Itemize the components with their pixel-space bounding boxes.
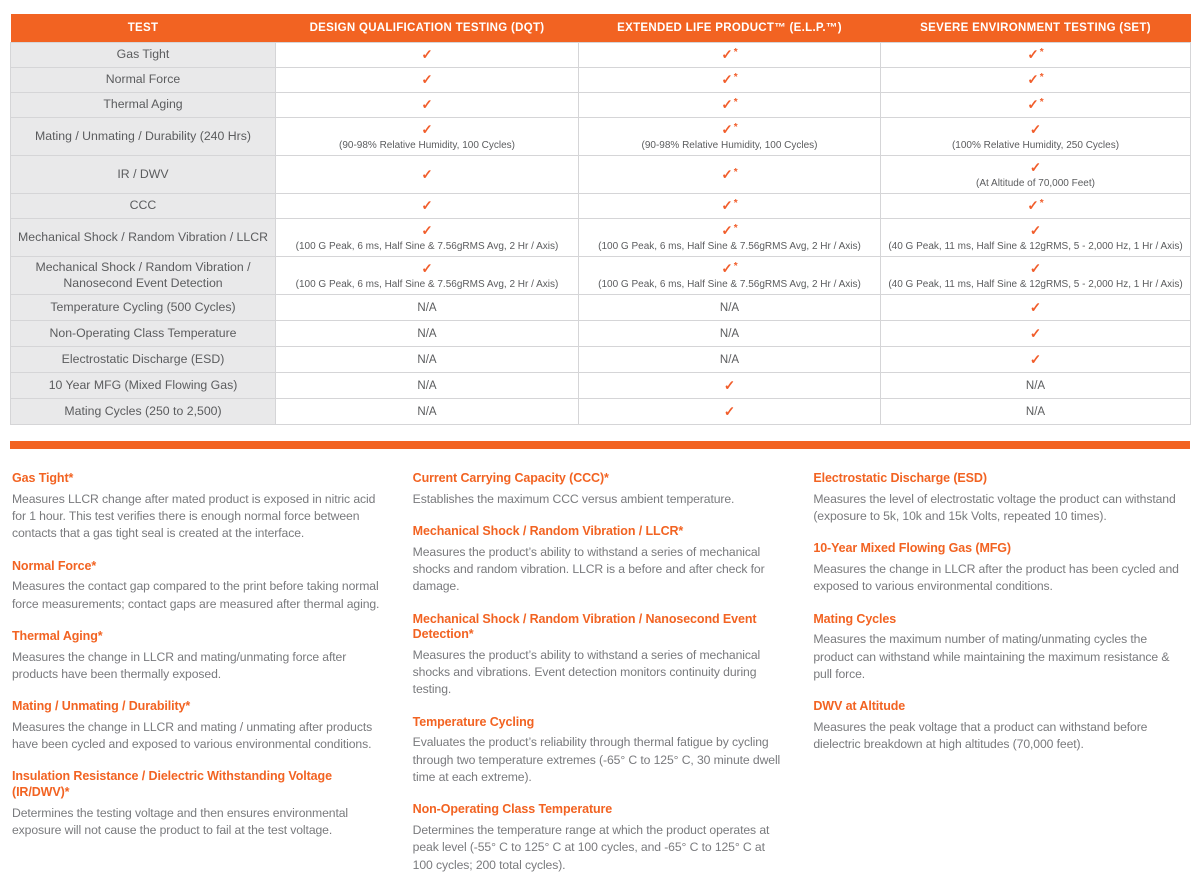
- asterisk-marker: *: [733, 166, 738, 178]
- checkmark-icon: ✓: [1029, 351, 1042, 367]
- check-cell: [881, 321, 1191, 347]
- asterisk-marker: *: [733, 47, 738, 58]
- definition-heading: Current Carrying Capacity (CCC)*: [412, 471, 609, 485]
- check-line: [585, 166, 874, 184]
- check-cell: [881, 194, 1191, 219]
- definition-heading: Mating Cycles: [813, 611, 897, 626]
- na-label: N/A: [719, 328, 740, 340]
- table-row: [11, 68, 1191, 93]
- checkmark-icon: ✓: [721, 166, 733, 182]
- checkmark-icon: ✓: [721, 97, 733, 112]
- column-header-test: TEST: [11, 14, 276, 43]
- checkmark-icon: ✓: [1029, 122, 1042, 137]
- definition-body: Measures the peak voltage that a product can withstand before dielectric breakdown at high altitudes (70,000 feet).: [813, 719, 1148, 752]
- check-cell: [881, 68, 1191, 93]
- checkmark-icon: ✓: [721, 261, 733, 276]
- check-cell: [579, 156, 881, 194]
- na-cell: [881, 399, 1191, 425]
- check-line: [887, 159, 1184, 177]
- definition-body: Measures the product’s ability to withstand a series of mechanical shocks and random vibration. LLCR is a before and after check for damage.: [412, 544, 765, 594]
- test-name-cell: Gas Tight: [11, 43, 276, 68]
- definition-entry: [12, 699, 387, 753]
- definition-heading: Normal Force*: [12, 558, 97, 573]
- table-row: [11, 257, 1191, 295]
- definition-body: Establishes the maximum CCC versus ambient temperature.: [412, 491, 735, 506]
- test-name-cell: Temperature Cycling (500 Cycles): [11, 295, 276, 321]
- checkmark-icon: ✓: [421, 261, 433, 276]
- na-cell: [276, 347, 579, 373]
- checkmark-icon: ✓: [721, 122, 733, 137]
- na-cell: [276, 373, 579, 399]
- table-row: [11, 373, 1191, 399]
- asterisk-marker: *: [733, 97, 738, 108]
- definition-body: Evaluates the product’s reliability through thermal fatigue by cycling through two temperature extremes (-65° C to 125° C, 30 minute dwell time at each extreme).: [412, 735, 781, 785]
- definition-entry: [413, 715, 788, 787]
- check-cell: [276, 43, 579, 68]
- test-condition-note: (100 G Peak, 6 ms, Half Sine & 7.56gRMS Avg, 2 Hr / Axis): [295, 241, 559, 252]
- table-row: [11, 295, 1191, 321]
- check-line: [585, 71, 874, 89]
- table-row: [11, 156, 1191, 194]
- checkmark-icon: ✓: [1027, 198, 1039, 213]
- test-condition-note: (40 G Peak, 11 ms, Half Sine & 12gRMS, 5 - 2,000 Hz, 1 Hr / Axis): [888, 279, 1183, 290]
- checkmark-icon: ✓: [421, 122, 433, 137]
- test-condition-note: (At Altitude of 70,000 Feet): [976, 178, 1095, 189]
- check-line: [887, 197, 1184, 215]
- asterisk-marker: *: [1039, 47, 1044, 58]
- check-line: [887, 121, 1184, 139]
- check-line: [585, 222, 874, 240]
- definition-heading: Insulation Resistance / Dielectric Withstanding Voltage (IR/DWV)*: [12, 769, 332, 800]
- check-line: [887, 71, 1184, 89]
- test-condition-note: (40 G Peak, 11 ms, Half Sine & 12gRMS, 5 - 2,000 Hz, 1 Hr / Axis): [888, 241, 1183, 252]
- definition-heading: Mechanical Shock / Random Vibration / LLCR*: [412, 523, 684, 538]
- check-cell: [276, 194, 579, 219]
- definition-body: Measures the change in LLCR and mating / unmating after products have been cycled and exposed to various environmental conditions.: [12, 719, 373, 752]
- qualification-table: [10, 14, 1191, 425]
- checkmark-icon: ✓: [1029, 325, 1042, 341]
- column-header-elp: EXTENDED LIFE PRODUCT™ (E.L.P.™): [579, 14, 881, 43]
- column-header-dqt: DESIGN QUALIFICATION TESTING (DQT): [276, 14, 579, 43]
- check-line: [887, 46, 1184, 64]
- na-label: N/A: [417, 302, 437, 314]
- definition-heading: Electrostatic Discharge (ESD): [813, 471, 987, 485]
- definition-heading: Non-Operating Class Temperature: [412, 802, 613, 817]
- checkmark-icon: ✓: [1029, 261, 1042, 276]
- definition-body: Measures the product’s ability to withstand a series of mechanical shocks and vibrations. Event detection monitors continuity during testing.: [412, 647, 761, 697]
- na-label: N/A: [417, 328, 437, 340]
- na-label: N/A: [417, 354, 437, 366]
- check-cell: [276, 257, 579, 295]
- definition-body: Measures the maximum number of mating/unmating cycles the product can withstand while maintaining the maximum resistance & pull force.: [813, 632, 1170, 681]
- definition-heading: DWV at Altitude: [813, 699, 906, 714]
- table-row: [11, 93, 1191, 118]
- check-cell: [579, 219, 881, 257]
- test-name-cell: Normal Force: [11, 68, 276, 93]
- definition-entry: [12, 559, 387, 613]
- na-cell: [881, 373, 1191, 399]
- test-condition-note: (100 G Peak, 6 ms, Half Sine & 7.56gRMS Avg, 2 Hr / Axis): [598, 279, 861, 290]
- check-cell: [881, 257, 1191, 295]
- definition-heading: 10-Year Mixed Flowing Gas (MFG): [813, 541, 1011, 556]
- definition-entry: [813, 699, 1188, 753]
- table-row: [11, 347, 1191, 373]
- check-cell: [579, 93, 881, 118]
- check-cell: [881, 43, 1191, 68]
- check-line: [887, 299, 1184, 317]
- check-line: [282, 71, 572, 89]
- na-label: N/A: [719, 354, 740, 366]
- section-divider: [10, 441, 1190, 449]
- check-line: [887, 325, 1184, 343]
- na-cell: [276, 321, 579, 347]
- definition-entry: [413, 524, 788, 596]
- definition-heading: Mechanical Shock / Random Vibration / Nanosecond Event Detection*: [412, 611, 757, 642]
- definition-entry: [12, 629, 387, 683]
- checkmark-icon: ✓: [421, 198, 433, 213]
- na-cell: [579, 321, 881, 347]
- definition-entry: [413, 612, 788, 699]
- check-line: [887, 222, 1184, 240]
- check-line: [585, 46, 874, 64]
- na-label: N/A: [719, 302, 740, 314]
- na-label: N/A: [417, 380, 437, 392]
- test-name-cell: 10 Year MFG (Mixed Flowing Gas): [11, 373, 276, 399]
- test-name-cell: IR / DWV: [11, 156, 276, 194]
- test-condition-note: (100% Relative Humidity, 250 Cycles): [951, 140, 1120, 151]
- definition-entry: [813, 471, 1188, 525]
- checkmark-icon: ✓: [723, 377, 736, 393]
- asterisk-marker: *: [1039, 97, 1044, 108]
- check-line: [282, 96, 572, 114]
- checkmark-icon: ✓: [421, 97, 433, 112]
- test-condition-note: (90-98% Relative Humidity, 100 Cycles): [339, 140, 515, 151]
- checkmark-icon: ✓: [421, 166, 433, 182]
- checkmark-icon: ✓: [1027, 97, 1039, 112]
- test-name-cell: Non-Operating Class Temperature: [11, 321, 276, 347]
- definition-heading: Gas Tight*: [12, 471, 74, 485]
- definition-heading: Thermal Aging*: [12, 628, 103, 643]
- definition-body: Measures LLCR change after mated product is exposed in nitric acid for 1 hour. This test verifies there is enough normal force between contacts that a gas tight seal is created at the interface.: [12, 491, 376, 541]
- asterisk-marker: *: [1039, 198, 1044, 209]
- check-line: [887, 260, 1184, 278]
- definitions-col-3: [813, 471, 1188, 890]
- check-line: [282, 46, 572, 64]
- test-name-cell: Electrostatic Discharge (ESD): [11, 347, 276, 373]
- na-cell: [276, 295, 579, 321]
- column-header-set: SEVERE ENVIRONMENT TESTING (SET): [881, 14, 1191, 43]
- checkmark-icon: ✓: [421, 223, 433, 238]
- definition-heading: Mating / Unmating / Durability*: [12, 699, 191, 714]
- check-cell: [579, 257, 881, 295]
- check-line: [585, 260, 874, 278]
- asterisk-marker: *: [733, 198, 738, 209]
- definition-body: Determines the temperature range at which the product operates at peak level (-55° C to 125° C at 100 cycles, and -65° C to 125° C at 100 cycles; 200 total cycles).: [412, 823, 770, 872]
- check-line: [282, 121, 572, 139]
- test-name-cell: Mechanical Shock / Random Vibration / Nanosecond Event Detection: [11, 257, 276, 295]
- na-label: N/A: [1025, 380, 1046, 392]
- test-name-cell: Mating / Unmating / Durability (240 Hrs): [11, 118, 276, 156]
- table-row: [11, 321, 1191, 347]
- definition-body: Determines the testing voltage and then ensures environmental exposure will not cause the product to fail at the test voltage.: [12, 805, 349, 838]
- check-cell: [881, 156, 1191, 194]
- checkmark-icon: ✓: [721, 198, 733, 213]
- test-condition-note: (100 G Peak, 6 ms, Half Sine & 7.56gRMS Avg, 2 Hr / Axis): [295, 279, 559, 290]
- checkmark-icon: ✓: [1027, 72, 1039, 87]
- checkmark-icon: ✓: [721, 47, 733, 62]
- check-line: [585, 96, 874, 114]
- checkmark-icon: ✓: [721, 72, 733, 87]
- check-line: [585, 377, 874, 395]
- check-cell: [579, 373, 881, 399]
- check-line: [282, 166, 572, 184]
- check-cell: [881, 347, 1191, 373]
- check-cell: [881, 118, 1191, 156]
- definition-entry: [413, 802, 788, 874]
- check-cell: [276, 118, 579, 156]
- check-line: [282, 197, 572, 215]
- asterisk-marker: *: [733, 122, 738, 133]
- table-row: [11, 118, 1191, 156]
- check-cell: [276, 219, 579, 257]
- checkmark-icon: ✓: [1027, 47, 1039, 62]
- table-row: [11, 219, 1191, 257]
- asterisk-marker: *: [733, 72, 738, 83]
- asterisk-marker: *: [1039, 72, 1044, 83]
- definition-entry: [813, 612, 1188, 684]
- checkmark-icon: ✓: [1029, 223, 1042, 238]
- na-cell: [579, 347, 881, 373]
- na-label: N/A: [1025, 406, 1046, 418]
- check-line: [585, 121, 874, 139]
- check-cell: [579, 43, 881, 68]
- asterisk-marker: *: [733, 261, 738, 272]
- definitions-section: [0, 471, 1200, 890]
- definitions-col-2: [413, 471, 788, 890]
- na-label: N/A: [417, 406, 437, 418]
- checkmark-icon: ✓: [421, 72, 433, 87]
- check-cell: [881, 295, 1191, 321]
- test-condition-note: (100 G Peak, 6 ms, Half Sine & 7.56gRMS Avg, 2 Hr / Axis): [598, 241, 861, 252]
- check-line: [282, 260, 572, 278]
- table-row: [11, 43, 1191, 68]
- check-cell: [276, 156, 579, 194]
- check-cell: [881, 219, 1191, 257]
- definition-entry: [813, 541, 1188, 595]
- test-condition-note: (90-98% Relative Humidity, 100 Cycles): [641, 140, 818, 151]
- table-row: [11, 194, 1191, 219]
- check-cell: [881, 93, 1191, 118]
- check-line: [887, 351, 1184, 369]
- check-line: [887, 96, 1184, 114]
- check-cell: [276, 68, 579, 93]
- check-line: [585, 403, 874, 421]
- table-header-row: [11, 14, 1191, 43]
- checkmark-icon: ✓: [1029, 299, 1042, 315]
- definition-entry: [413, 471, 788, 508]
- definition-entry: [12, 471, 387, 543]
- test-name-cell: Mating Cycles (250 to 2,500): [11, 399, 276, 425]
- definition-body: Measures the level of electrostatic voltage the product can withstand (exposure to 5k, 10k and 15k Volts, repeated 10 times).: [813, 491, 1176, 523]
- test-name-cell: CCC: [11, 194, 276, 219]
- definition-body: Measures the contact gap compared to the print before taking normal force measurements; contact gaps are measured after thermal aging.: [12, 579, 380, 611]
- check-line: [282, 222, 572, 240]
- checkmark-icon: ✓: [1029, 160, 1042, 175]
- test-name-cell: Mechanical Shock / Random Vibration / LLCR: [11, 219, 276, 257]
- na-cell: [276, 399, 579, 425]
- check-cell: [579, 68, 881, 93]
- checkmark-icon: ✓: [721, 223, 733, 238]
- check-cell: [579, 399, 881, 425]
- checkmark-icon: ✓: [723, 403, 736, 419]
- test-name-cell: Thermal Aging: [11, 93, 276, 118]
- check-line: [585, 197, 874, 215]
- definition-heading: Temperature Cycling: [412, 714, 535, 729]
- table-row: [11, 399, 1191, 425]
- check-cell: [579, 118, 881, 156]
- check-cell: [579, 194, 881, 219]
- definition-body: Measures the change in LLCR after the product has been cycled and exposed to various environmental conditions.: [813, 561, 1179, 594]
- na-cell: [579, 295, 881, 321]
- asterisk-marker: *: [733, 223, 738, 234]
- page: [0, 0, 1200, 425]
- definition-body: Measures the change in LLCR and mating/unmating force after products have been thermally exposed.: [12, 649, 347, 681]
- check-cell: [276, 93, 579, 118]
- definitions-col-1: [12, 471, 387, 890]
- checkmark-icon: ✓: [421, 47, 433, 62]
- definition-entry: [12, 769, 387, 839]
- test-table-body: [11, 43, 1191, 425]
